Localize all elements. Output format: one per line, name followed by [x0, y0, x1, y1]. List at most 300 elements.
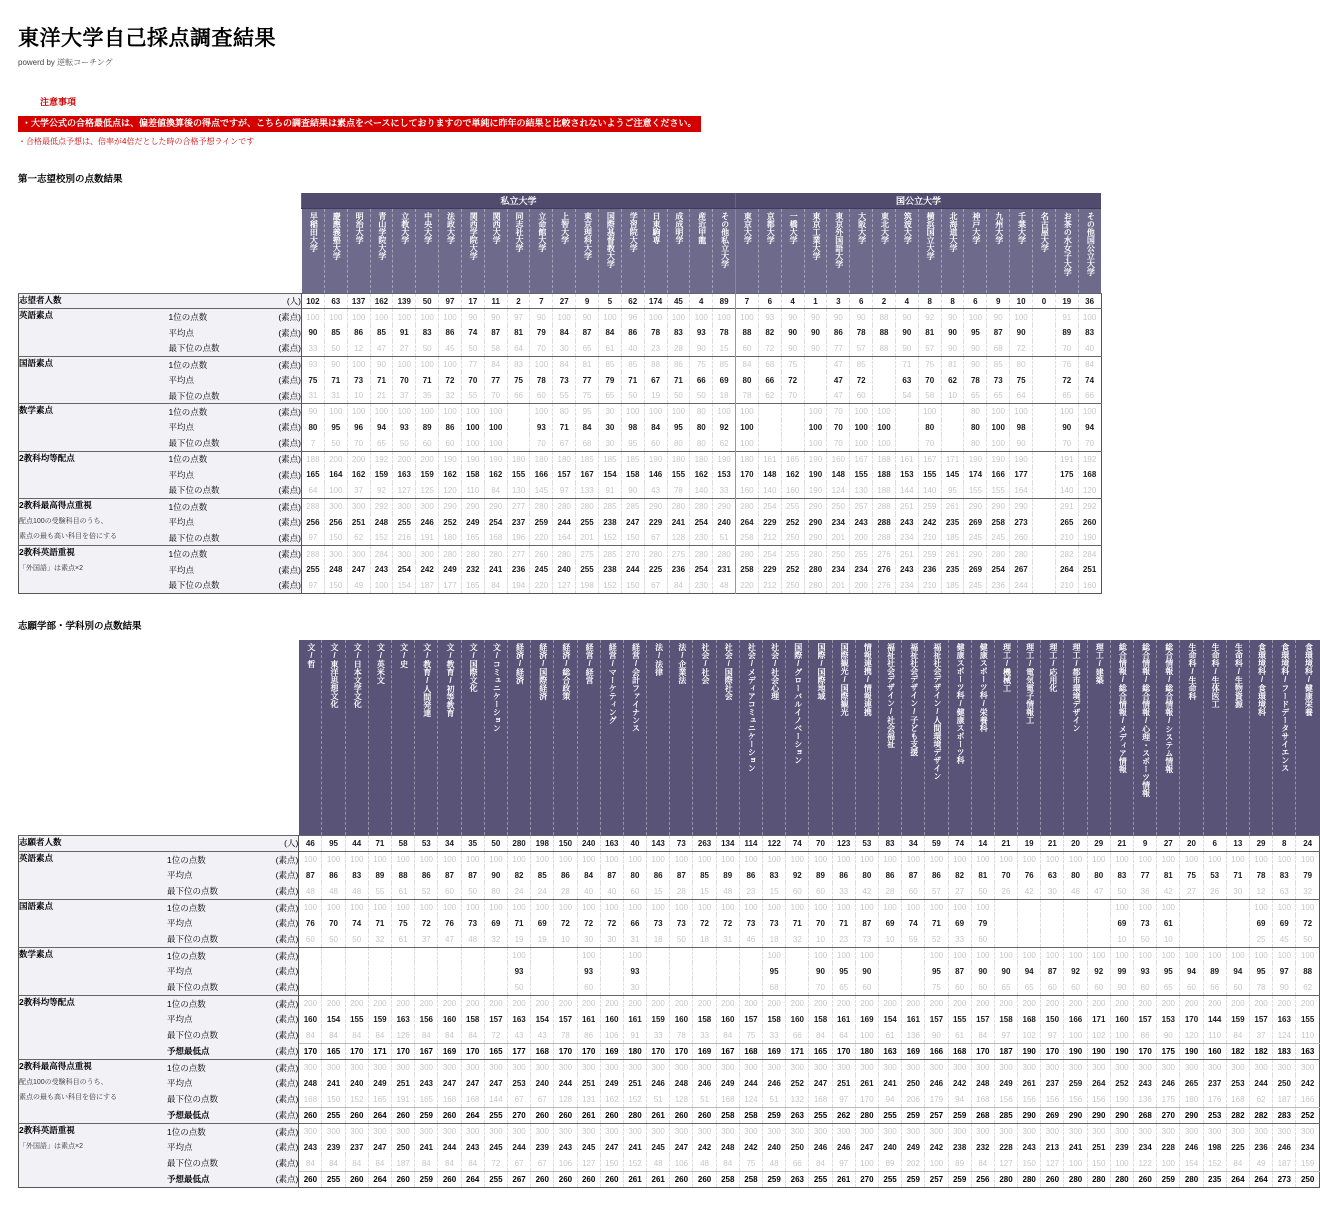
- score-cell: 300: [623, 1059, 646, 1075]
- score-cell: 86: [439, 325, 462, 341]
- score-cell: 85: [713, 356, 736, 372]
- score-cell: 78: [670, 1027, 693, 1043]
- score-cell: 30: [600, 931, 623, 947]
- row-label: 1位の点数: [169, 499, 255, 515]
- score-cell: 61: [948, 1027, 971, 1043]
- score-cell: 89: [1203, 963, 1226, 979]
- row-group-title: 2教科英語重視: [19, 1124, 75, 1135]
- score-cell: 84: [809, 1027, 832, 1043]
- score-cell: 137: [347, 293, 370, 309]
- score-cell: 80: [1064, 867, 1087, 883]
- row-group-label: [19, 451, 169, 498]
- score-cell: 70: [918, 372, 941, 388]
- score-cell: [878, 963, 901, 979]
- score-cell: 61: [878, 1027, 901, 1043]
- score-cell: [484, 979, 507, 995]
- score-cell: 157: [554, 1011, 577, 1027]
- score-cell: 70: [1078, 435, 1101, 451]
- column-header-label: 文/史: [399, 642, 409, 668]
- score-cell: 73: [461, 915, 484, 931]
- score-cell: 94: [370, 420, 393, 436]
- score-cell: 100: [987, 404, 1010, 420]
- score-cell: 247: [600, 1139, 623, 1155]
- score-cell: 259: [902, 1171, 925, 1187]
- table-row: [19, 947, 1320, 963]
- score-cell: 220: [530, 530, 553, 546]
- score-cell: 155: [507, 467, 530, 483]
- row-unit: (素点): [252, 1139, 299, 1155]
- score-cell: 13: [1226, 835, 1249, 851]
- score-cell: 238: [598, 562, 621, 578]
- row-group-title: 英語素点: [19, 852, 54, 863]
- page-title: 東洋大学自己採点調査結果: [18, 27, 276, 50]
- score-cell: 90: [576, 309, 599, 325]
- score-cell: 251: [895, 546, 918, 562]
- score-cell: 110: [1203, 1027, 1226, 1043]
- score-cell: 159: [368, 1011, 391, 1027]
- score-cell: 84: [322, 1027, 345, 1043]
- score-cell: 53: [855, 835, 878, 851]
- score-cell: [392, 947, 415, 963]
- score-cell: 300: [994, 1123, 1017, 1139]
- score-cell: 288: [873, 530, 896, 546]
- score-cell: 236: [667, 562, 690, 578]
- score-cell: 89: [809, 867, 832, 883]
- score-cell: 200: [786, 995, 809, 1011]
- score-cell: 75: [781, 356, 804, 372]
- score-cell: 90: [324, 356, 347, 372]
- score-cell: 202: [902, 1155, 925, 1171]
- score-cell: 170: [1134, 1043, 1157, 1059]
- column-header-label: 福祉社会デザイン/子ども支援: [909, 642, 919, 756]
- score-cell: 190: [1087, 1043, 1110, 1059]
- score-cell: 33: [832, 883, 855, 899]
- score-cell: 255: [484, 1171, 507, 1187]
- score-cell: 61: [392, 883, 415, 899]
- score-cell: 280: [644, 546, 667, 562]
- score-cell: 190: [461, 451, 484, 467]
- score-cell: 235: [1203, 1171, 1226, 1187]
- score-cell: 252: [1110, 1075, 1133, 1091]
- score-cell: 61: [392, 931, 415, 947]
- score-cell: 253: [1203, 1107, 1226, 1123]
- score-cell: 85: [693, 867, 716, 883]
- row-label: 平均点: [169, 562, 255, 578]
- score-cell: 166: [1296, 1091, 1320, 1107]
- column-header: [1055, 208, 1078, 293]
- score-cell: 100: [1010, 404, 1033, 420]
- score-cell: 280: [576, 499, 599, 515]
- score-cell: 100: [554, 899, 577, 915]
- score-cell: [415, 963, 438, 979]
- row-unit: (素点): [255, 483, 302, 499]
- score-cell: 90: [855, 963, 878, 979]
- score-cell: [739, 979, 762, 995]
- score-cell: 50: [971, 883, 994, 899]
- score-cell: 48: [763, 1155, 786, 1171]
- score-cell: 243: [415, 1075, 438, 1091]
- score-cell: 246: [809, 1139, 832, 1155]
- score-cell: 260: [299, 1107, 322, 1123]
- row-unit: (素点): [252, 995, 299, 1011]
- score-cell: 155: [1296, 1011, 1320, 1027]
- score-cell: 133: [576, 483, 599, 499]
- score-cell: 225: [1226, 1139, 1249, 1155]
- score-cell: 73: [739, 915, 762, 931]
- score-cell: 275: [667, 546, 690, 562]
- score-cell: 75: [739, 1155, 762, 1171]
- score-cell: 93: [393, 420, 416, 436]
- score-cell: 150: [600, 1155, 623, 1171]
- score-cell: 200: [1157, 995, 1180, 1011]
- score-cell: 276: [873, 562, 896, 578]
- score-cell: 71: [507, 915, 530, 931]
- score-cell: 100: [994, 947, 1017, 963]
- score-cell: 300: [647, 1059, 670, 1075]
- score-cell: 300: [1064, 1123, 1087, 1139]
- score-cell: 60: [1226, 979, 1249, 995]
- score-cell: 201: [576, 530, 599, 546]
- column-header: [554, 640, 577, 836]
- row-group-title: 英語素点: [19, 310, 54, 321]
- score-cell: 71: [324, 372, 347, 388]
- score-cell: 100: [1110, 1155, 1133, 1171]
- column-header-label: 理工/機械工: [1002, 642, 1012, 692]
- score-cell: 50: [461, 341, 484, 357]
- score-cell: 264: [1055, 562, 1078, 578]
- column-header: [994, 640, 1017, 836]
- score-cell: 128: [670, 1091, 693, 1107]
- score-cell: [873, 388, 896, 404]
- score-cell: 100: [1203, 947, 1226, 963]
- score-cell: 90: [941, 341, 964, 357]
- table-row: [19, 1123, 1320, 1139]
- score-cell: 255: [484, 1107, 507, 1123]
- column-header-label: 神戸大学: [971, 211, 981, 244]
- score-cell: 83: [763, 867, 786, 883]
- score-cell: 71: [832, 915, 855, 931]
- score-cell: 27: [1180, 883, 1203, 899]
- score-cell: 83: [416, 325, 439, 341]
- score-cell: 100: [855, 1155, 878, 1171]
- score-cell: 166: [925, 1043, 948, 1059]
- score-cell: 244: [739, 1075, 762, 1091]
- score-cell: [1041, 931, 1064, 947]
- score-cell: 81: [1157, 867, 1180, 883]
- score-cell: 47: [438, 931, 461, 947]
- score-cell: 7: [736, 293, 759, 309]
- score-cell: 32: [439, 388, 462, 404]
- score-cell: 300: [554, 1123, 577, 1139]
- score-cell: 300: [531, 1123, 554, 1139]
- score-cell: 290: [713, 499, 736, 515]
- score-cell: 95: [322, 835, 345, 851]
- score-cell: 260: [670, 1107, 693, 1123]
- score-cell: 260: [1078, 514, 1101, 530]
- score-cell: 177: [507, 1043, 530, 1059]
- row-label: 最下位の点数: [167, 1091, 252, 1107]
- score-cell: 200: [1110, 995, 1133, 1011]
- score-cell: 95: [1249, 963, 1272, 979]
- score-cell: 190: [987, 451, 1010, 467]
- score-cell: 200: [577, 995, 600, 1011]
- score-cell: 150: [324, 578, 347, 594]
- score-cell: [786, 979, 809, 995]
- score-cell: 300: [809, 1059, 832, 1075]
- score-cell: 100: [484, 435, 507, 451]
- row-label: 平均点: [169, 467, 255, 483]
- score-cell: 261: [577, 1107, 600, 1123]
- score-cell: 260: [438, 1171, 461, 1187]
- score-cell: [1041, 915, 1064, 931]
- column-header-label: 国際/国際地域: [816, 642, 826, 700]
- score-cell: 250: [786, 1139, 809, 1155]
- score-cell: 168: [716, 1091, 739, 1107]
- score-cell: 47: [827, 372, 850, 388]
- score-cell: 200: [461, 995, 484, 1011]
- score-cell: 268: [971, 1107, 994, 1123]
- score-cell: 270: [1157, 1107, 1180, 1123]
- score-cell: 237: [1203, 1075, 1226, 1091]
- score-cell: 80: [302, 420, 325, 436]
- score-cell: 94: [1226, 963, 1249, 979]
- score-cell: 150: [1018, 1155, 1041, 1171]
- score-cell: 37: [347, 483, 370, 499]
- score-cell: 100: [507, 899, 530, 915]
- score-cell: 97: [439, 293, 462, 309]
- score-cell: 10: [941, 388, 964, 404]
- score-cell: 100: [716, 899, 739, 915]
- score-cell: 80: [918, 420, 941, 436]
- score-cell: 100: [1296, 899, 1320, 915]
- score-cell: 58: [392, 835, 415, 851]
- score-cell: 200: [716, 995, 739, 1011]
- column-group-header: 私立大学: [302, 193, 736, 209]
- score-cell: 88: [644, 356, 667, 372]
- row-unit: (素点): [255, 404, 302, 420]
- score-cell: 140: [690, 483, 713, 499]
- notice-note: ・合格最低点予想は、倍率が4倍だとした時の合格予想ラインです: [18, 136, 255, 146]
- score-cell: 273: [1273, 1171, 1296, 1187]
- score-cell: 87: [670, 867, 693, 883]
- score-cell: 23: [739, 883, 762, 899]
- score-cell: 75: [1010, 372, 1033, 388]
- score-cell: 187: [994, 1043, 1017, 1059]
- score-cell: 100: [531, 851, 554, 867]
- score-cell: [531, 947, 554, 963]
- score-cell: 261: [623, 1171, 646, 1187]
- score-cell: 180: [1180, 1091, 1203, 1107]
- score-cell: 110: [461, 483, 484, 499]
- row-label: 最下位の点数: [167, 979, 252, 995]
- row-label: 平均点: [169, 420, 255, 436]
- score-cell: 200: [1134, 995, 1157, 1011]
- score-cell: 92: [786, 867, 809, 883]
- score-cell: 243: [895, 514, 918, 530]
- score-cell: 80: [667, 435, 690, 451]
- score-cell: 90: [941, 325, 964, 341]
- score-cell: 79: [530, 325, 553, 341]
- score-cell: 91: [598, 483, 621, 499]
- score-cell: 244: [554, 1075, 577, 1091]
- score-cell: 190: [1010, 451, 1033, 467]
- column-header-label: 成成明学: [674, 211, 684, 244]
- score-cell: 80: [1010, 356, 1033, 372]
- score-cell: 157: [1134, 1011, 1157, 1027]
- row-label: 最下位の点数: [167, 1027, 252, 1043]
- score-cell: 100: [647, 851, 670, 867]
- column-header-label: 学習院大学: [629, 211, 639, 252]
- score-cell: 80: [484, 883, 507, 899]
- column-header-label: 理工/都市環境デザイン: [1072, 642, 1082, 732]
- score-cell: 18: [693, 931, 716, 947]
- score-cell: 10: [1157, 931, 1180, 947]
- score-cell: 93: [758, 309, 781, 325]
- first-choice-results-table: [18, 193, 1102, 594]
- score-cell: 242: [416, 562, 439, 578]
- score-cell: 30: [1041, 883, 1064, 899]
- score-cell: 148: [827, 467, 850, 483]
- score-cell: 94: [1078, 420, 1101, 436]
- score-cell: 75: [507, 372, 530, 388]
- score-cell: 251: [1078, 562, 1101, 578]
- score-cell: 100: [918, 404, 941, 420]
- score-cell: 300: [763, 1123, 786, 1139]
- score-cell: 290: [439, 499, 462, 515]
- score-cell: 60: [439, 435, 462, 451]
- row-unit: (素点): [252, 979, 299, 995]
- column-header: [1134, 640, 1157, 836]
- score-cell: 231: [713, 562, 736, 578]
- score-cell: 251: [623, 1075, 646, 1091]
- score-cell: 210: [918, 578, 941, 594]
- score-cell: 234: [1134, 1139, 1157, 1155]
- score-cell: 64: [1010, 388, 1033, 404]
- score-cell: [758, 435, 781, 451]
- score-cell: 26: [994, 883, 1017, 899]
- score-cell: 100: [461, 899, 484, 915]
- score-cell: 300: [1018, 1059, 1041, 1075]
- score-cell: 163: [393, 467, 416, 483]
- score-cell: 50: [461, 883, 484, 899]
- score-cell: 284: [370, 546, 393, 562]
- column-header-label: 福祉社会デザイン/社会福祉: [886, 642, 896, 748]
- score-cell: 75: [302, 372, 325, 388]
- score-cell: 27: [1157, 835, 1180, 851]
- score-cell: 90: [994, 963, 1017, 979]
- score-cell: 100: [1249, 851, 1272, 867]
- score-cell: 90: [302, 325, 325, 341]
- score-cell: 10: [809, 931, 832, 947]
- score-cell: 65: [964, 388, 987, 404]
- row-group-label: [19, 851, 168, 899]
- score-cell: 300: [416, 546, 439, 562]
- score-cell: 72: [1055, 372, 1078, 388]
- score-cell: 63: [1041, 867, 1064, 883]
- score-cell: 264: [1249, 1171, 1272, 1187]
- score-cell: 246: [925, 1075, 948, 1091]
- score-cell: [392, 963, 415, 979]
- row-unit: (素点): [255, 499, 302, 515]
- column-header: [763, 640, 786, 836]
- score-cell: 100: [948, 851, 971, 867]
- score-cell: 152: [623, 1155, 646, 1171]
- score-cell: 152: [598, 530, 621, 546]
- score-cell: 260: [693, 1171, 716, 1187]
- score-cell: 165: [415, 1091, 438, 1107]
- score-cell: 78: [1249, 979, 1272, 995]
- score-cell: 100: [693, 851, 716, 867]
- score-cell: 200: [415, 995, 438, 1011]
- row-group-label: [19, 404, 169, 451]
- column-header: [439, 208, 462, 293]
- score-cell: 280: [507, 835, 530, 851]
- score-cell: 300: [670, 1123, 693, 1139]
- score-cell: 74: [461, 325, 484, 341]
- score-cell: 65: [598, 388, 621, 404]
- score-cell: 127: [577, 1155, 600, 1171]
- score-cell: 84: [299, 1027, 322, 1043]
- score-cell: 200: [994, 995, 1017, 1011]
- score-cell: 152: [370, 530, 393, 546]
- score-cell: 90: [484, 309, 507, 325]
- score-cell: 81: [971, 867, 994, 883]
- score-cell: 64: [832, 1027, 855, 1043]
- score-cell: 163: [507, 1011, 530, 1027]
- score-cell: 248: [971, 1075, 994, 1091]
- score-cell: 100: [1087, 851, 1110, 867]
- score-cell: 254: [758, 499, 781, 515]
- score-cell: 80: [690, 435, 713, 451]
- score-cell: 100: [1064, 1027, 1087, 1043]
- column-header: [322, 640, 345, 836]
- score-cell: 251: [392, 1075, 415, 1091]
- score-cell: 206: [902, 1091, 925, 1107]
- score-cell: 265: [1055, 514, 1078, 530]
- score-cell: 84: [461, 1155, 484, 1171]
- score-cell: 300: [1203, 1123, 1226, 1139]
- score-cell: 84: [971, 1027, 994, 1043]
- score-cell: 97: [507, 309, 530, 325]
- score-cell: 300: [1180, 1123, 1203, 1139]
- score-cell: 140: [1055, 483, 1078, 499]
- score-cell: 33: [713, 483, 736, 499]
- score-cell: 122: [763, 835, 786, 851]
- score-cell: 100: [971, 851, 994, 867]
- score-cell: 43: [644, 483, 667, 499]
- score-cell: 160: [670, 1011, 693, 1027]
- score-cell: 243: [461, 1139, 484, 1155]
- score-cell: 71: [370, 372, 393, 388]
- score-cell: 153: [1157, 1011, 1180, 1027]
- score-cell: [1033, 578, 1056, 594]
- score-cell: 32: [484, 931, 507, 947]
- score-cell: 61: [1157, 915, 1180, 931]
- score-cell: 70: [809, 835, 832, 851]
- column-header: [878, 640, 901, 836]
- score-cell: 248: [324, 562, 347, 578]
- column-header: [895, 208, 918, 293]
- score-cell: 234: [827, 562, 850, 578]
- score-cell: 100: [804, 420, 827, 436]
- score-cell: 2: [873, 293, 896, 309]
- score-cell: 100: [484, 404, 507, 420]
- column-header: [902, 640, 925, 836]
- score-cell: [554, 947, 577, 963]
- score-cell: 200: [1296, 995, 1320, 1011]
- score-cell: 258: [739, 1107, 762, 1123]
- score-cell: 300: [393, 546, 416, 562]
